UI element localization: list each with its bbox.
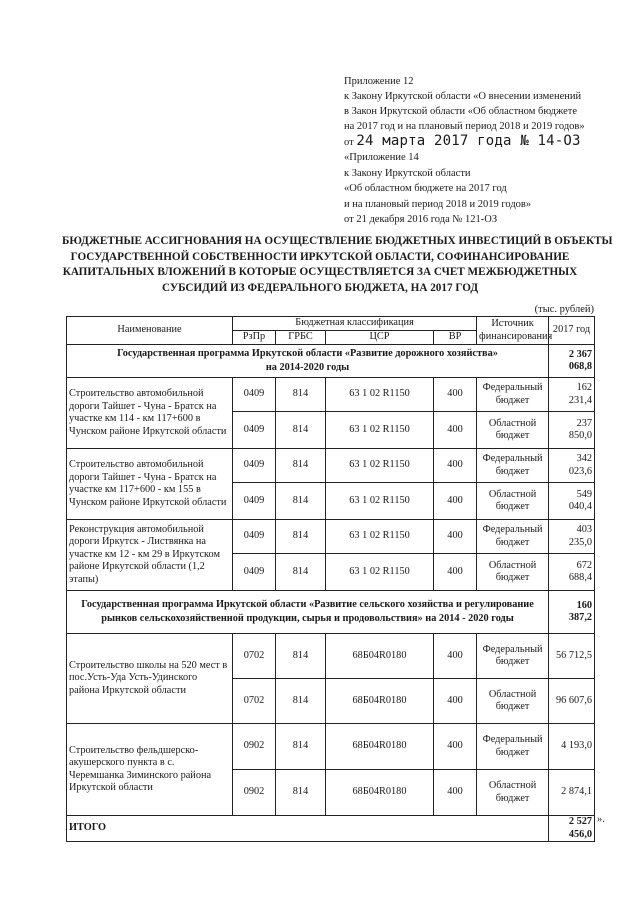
cell-csr: 63 1 02 R1150 [326, 483, 434, 520]
cell-amount: 237 850,0 [549, 412, 595, 449]
cell-vr: 400 [434, 412, 477, 449]
cell-rzpr: 0409 [233, 449, 276, 483]
table-row [67, 634, 595, 679]
cell-source: Федеральный бюджет [477, 724, 549, 770]
header-line: «Приложение 14 [344, 152, 419, 163]
object-name: Строительство автомобильной дороги Тайшет - Чуна - Братск на участке км 114 - км 117+600 в Чунском районе Иркутской области [67, 378, 233, 449]
cell-grbs: 814 [276, 412, 326, 449]
object-name: Строительство автомобильной дороги Тайшет - Чуна - Братск на участке км 117+600 - км 155 в Чунском районе Иркутской области [67, 449, 233, 520]
cell-source: Федеральный бюджет [477, 634, 549, 679]
header-line: и на плановый период 2018 и 2019 годов» [344, 198, 532, 210]
cell-source: Федеральный бюджет [477, 378, 549, 412]
cell-grbs: 814 [276, 634, 326, 679]
object-name: Строительство фельдшерско-акушерского пункта в с. Черемшанка Зиминского района Иркутской области [67, 724, 233, 816]
units-label: (тыс. рублей) [534, 304, 594, 315]
cell-source: Областной бюджет [477, 412, 549, 449]
cell-vr: 400 [434, 378, 477, 412]
table-row [67, 520, 595, 554]
cell-vr: 400 [434, 724, 477, 770]
closing-quote: ». [597, 814, 605, 825]
cell-rzpr: 0409 [233, 412, 276, 449]
cell-amount: 549 040,4 [549, 483, 595, 520]
cell-source: Областной бюджет [477, 554, 549, 591]
cell-amount: 4 193,0 [549, 724, 595, 770]
cell-csr: 68Б04R0180 [326, 634, 434, 679]
cell-rzpr: 0409 [233, 554, 276, 591]
cell-csr: 68Б04R0180 [326, 770, 434, 816]
cell-vr: 400 [434, 483, 477, 520]
cell-grbs: 814 [276, 679, 326, 724]
cell-rzpr: 0409 [233, 483, 276, 520]
header-line: Приложение 12 [344, 76, 414, 87]
cell-csr: 63 1 02 R1150 [326, 520, 434, 554]
table-row [67, 449, 595, 483]
appendix-header [344, 74, 585, 134]
cell-grbs: 814 [276, 554, 326, 591]
title-line: ГОСУДАРСТВЕННОЙ СОБСТВЕННОСТИ ИРКУТСКОЙ ОБЛАСТИ, СОФИНАНСИРОВАНИЕ [70, 250, 570, 263]
cell-vr: 400 [434, 554, 477, 591]
cell-source: Федеральный бюджет [477, 520, 549, 554]
table-head-row [67, 317, 595, 331]
program-title [67, 345, 549, 378]
program-title-line: рынков сельскохозяйственной продукции, сырья и продовольствия» на 2014 - 2020 годы [101, 613, 514, 624]
head-grbs: ГРБС [276, 331, 326, 345]
cell-grbs: 814 [276, 378, 326, 412]
cell-rzpr: 0409 [233, 520, 276, 554]
cell-grbs: 814 [276, 770, 326, 816]
program-row [67, 345, 595, 378]
program-total: 2 367 068,8 [549, 345, 595, 378]
table-row [67, 378, 595, 412]
program-title [67, 591, 549, 634]
object-name: Реконструкция автомобильной дороги Иркутск - Листвянка на участке км 12 - км 29 в Иркутском районе Иркутской области (1,2 этапы) [67, 520, 233, 591]
cell-csr: 63 1 02 R1150 [326, 554, 434, 591]
cell-grbs: 814 [276, 483, 326, 520]
cell-source: Областной бюджет [477, 770, 549, 816]
cell-amount: 162 231,4 [549, 378, 595, 412]
header-line: на 2017 год и на плановый период 2018 и 2019 годов» [344, 121, 585, 132]
cell-amount: 96 607,6 [549, 679, 595, 724]
stamp-text: 24 марта 2017 года № 14-ОЗ [356, 133, 581, 149]
cell-rzpr: 0902 [233, 724, 276, 770]
head-vr: ВР [434, 331, 477, 345]
stamp-prefix: от [344, 137, 354, 148]
cell-grbs: 814 [276, 449, 326, 483]
title-line: КАПИТАЛЬНЫХ ВЛОЖЕНИЙ В КОТОРЫЕ ОСУЩЕСТВЛЯЕТСЯ ЗА СЧЕТ МЕЖБЮДЖЕТНЫХ [62, 266, 578, 278]
cell-vr: 400 [434, 449, 477, 483]
cell-csr: 63 1 02 R1150 [326, 449, 434, 483]
header-line: «Об областном бюджете на 2017 год [344, 183, 507, 194]
cell-csr: 68Б04R0180 [326, 679, 434, 724]
cell-vr: 400 [434, 520, 477, 554]
cell-rzpr: 0702 [233, 679, 276, 724]
header-line: к Закону Иркутской области «О внесении изменений [344, 91, 582, 102]
cell-source: Областной бюджет [477, 483, 549, 520]
title-line: БЮДЖЕТНЫЕ АССИГНОВАНИЯ НА ОСУЩЕСТВЛЕНИЕ БЮДЖЕТНЫХ ИНВЕСТИЦИЙ В ОБЪЕКТЫ [62, 235, 613, 247]
cell-rzpr: 0702 [233, 634, 276, 679]
header-line: к Закону Иркутской области [344, 167, 471, 179]
head-year: 2017 год [549, 317, 595, 345]
budget-table [66, 316, 595, 842]
cell-csr: 63 1 02 R1150 [326, 378, 434, 412]
cell-csr: 63 1 02 R1150 [326, 412, 434, 449]
cell-rzpr: 0409 [233, 378, 276, 412]
head-classification: Бюджетная классификация [233, 317, 477, 331]
cell-vr: 400 [434, 679, 477, 724]
cell-source: Федеральный бюджет [477, 449, 549, 483]
header-line: в Закон Иркутской области «Об областном бюджете [344, 106, 578, 117]
program-title-line: на 2014-2020 годы [265, 362, 350, 373]
title-line: СУБСИДИЙ ИЗ ФЕДЕРАЛЬНОГО БЮДЖЕТА, НА 2017 ГОД [161, 281, 479, 294]
cell-rzpr: 0902 [233, 770, 276, 816]
program-title-line: Государственная программа Иркутской области «Развитие сельского хозяйства и регулирование [81, 599, 534, 610]
cell-amount: 403 235,0 [549, 520, 595, 554]
table-row [67, 724, 595, 770]
cell-amount: 672 688,4 [549, 554, 595, 591]
head-rzpr: РзПр [233, 331, 276, 345]
cell-grbs: 814 [276, 724, 326, 770]
appendix-header-old [344, 150, 531, 228]
document-title [62, 234, 613, 296]
cell-vr: 400 [434, 770, 477, 816]
object-name: Строительство школы на 520 мест в пос.Усть-Уда Усть-Удинского района Иркутской области [67, 634, 233, 724]
header-line: от 21 декабря 2016 года № 121-ОЗ [344, 214, 498, 225]
total-label: ИТОГО [67, 816, 549, 842]
program-total: 160 387,2 [549, 591, 595, 634]
cell-amount: 2 874,1 [549, 770, 595, 816]
cell-csr: 68Б04R0180 [326, 724, 434, 770]
law-date-stamp [344, 133, 581, 149]
cell-amount: 56 712,5 [549, 634, 595, 679]
head-csr: ЦСР [326, 331, 434, 345]
head-name: Наименование [67, 317, 233, 345]
program-title-line: Государственная программа Иркутской области «Развитие дорожного хозяйства» [117, 348, 498, 359]
cell-grbs: 814 [276, 520, 326, 554]
cell-amount: 342 023,6 [549, 449, 595, 483]
cell-vr: 400 [434, 634, 477, 679]
program-row [67, 591, 595, 634]
total-amount: 2 527 456,0 [549, 816, 595, 842]
cell-source: Областной бюджет [477, 679, 549, 724]
total-row [67, 816, 595, 842]
head-source: Источник финансирования [477, 317, 549, 345]
